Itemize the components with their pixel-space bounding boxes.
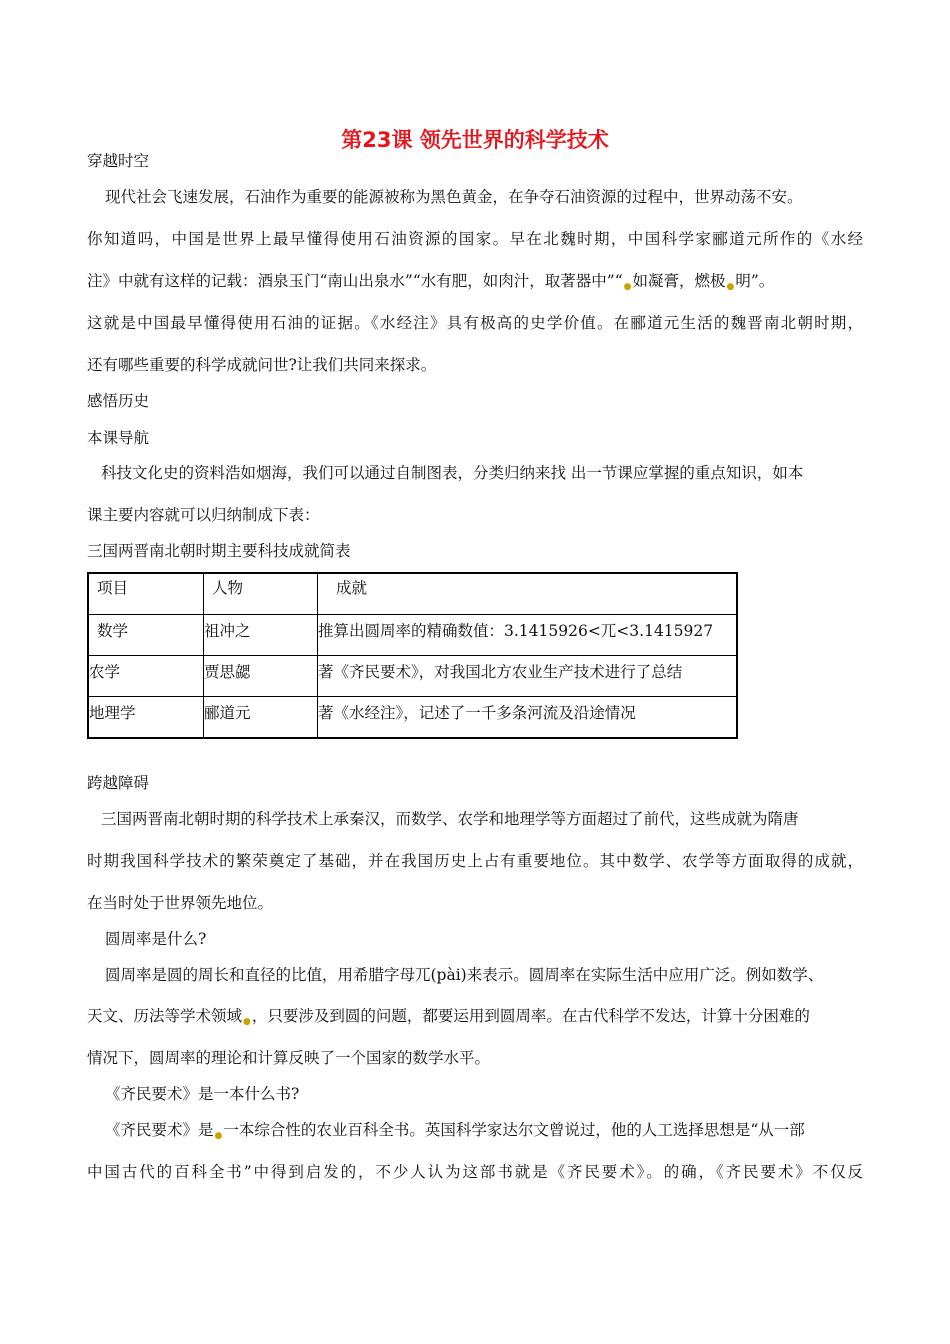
obstacle-line-2: 时期我国科学技术的繁荣奠定了基础，并在我国历史上占有重要地位。其中数学、农学等方面取得的成就， — [87, 852, 863, 870]
emphasis-dot: ● — [214, 1131, 223, 1141]
table-row — [88, 615, 737, 656]
table-row — [88, 697, 737, 739]
table-cell: 推算出圆周率的精确数值：3.1415926<兀<3.1415927 — [318, 615, 738, 656]
book-line-1 — [105, 1120, 805, 1143]
section-heading-insight: 感悟历史 — [87, 392, 150, 410]
obstacle-line-3: 在当时处于世界领先地位。 — [87, 894, 274, 912]
pi-line-3: 情况下，圆周率的理论和计算反映了一个国家的数学水平。 — [87, 1049, 491, 1067]
pi-line-2-b: ，只要涉及到圆的问题，都要运用到圆周率。在古代科学不发达，计算十分困难的 — [251, 1007, 810, 1025]
intro-line-4: 这就是中国最早懂得使用石油的证据。《水经注》具有极高的史学价值。在郦道元生活的魏晋南北朝时期， — [87, 314, 863, 332]
table-cell: 著《水经注》，记述了一千多条河流及沿途情况 — [318, 697, 738, 739]
pi-question: 圆周率是什么? — [105, 930, 207, 948]
table-cell: 农学 — [88, 656, 204, 697]
nav-line-2: 课主要内容就可以归纳制成下表： — [87, 506, 320, 524]
book-question: 《齐民要术》是一本什么书? — [105, 1085, 300, 1103]
table-cell: 郦道元 — [204, 697, 318, 739]
table-cell: 贾思勰 — [204, 656, 318, 697]
emphasis-dot: ● — [726, 282, 735, 292]
table-cell: 著《齐民要术》，对我国北方农业生产技术进行了总结 — [318, 656, 738, 697]
section-heading-time-travel: 穿越时空 — [87, 152, 150, 170]
emphasis-dot: ● — [623, 282, 632, 292]
table-cell: 祖冲之 — [204, 615, 318, 656]
table-cell: 地理学 — [88, 697, 204, 739]
intro-line-2: 你知道吗，中国是世界上最早懂得使用石油资源的国家。早在北魏时期，中国科学家郦道元所作的《水经 — [87, 230, 863, 248]
obstacle-line-1: 三国两晋南北朝时期的科学技术上承秦汉，而数学、农学和地理学等方面超过了前代，这些成就为隋唐 — [101, 810, 799, 828]
intro-line-3-a: 注》中就有这样的记载：酒泉玉门“南山出泉水”“水有肥，如肉汁，取著器中”“ — [87, 272, 623, 290]
section-heading-obstacles: 跨越障碍 — [87, 774, 150, 792]
intro-line-5: 还有哪些重要的科学成就问世?让我们共同来探求。 — [87, 356, 437, 374]
table-header-row — [88, 573, 737, 615]
book-line-2: 中国古代的百科全书”中得到启发的，不少人认为这部书就是《齐民要术》。的确，《齐民要术》不仅反 — [87, 1163, 863, 1181]
header-cell: 人物 — [204, 573, 318, 615]
page-title: 第23课 领先世界的科学技术 — [341, 128, 609, 152]
table-cell: 数学 — [88, 615, 204, 656]
pi-line-2 — [87, 1006, 810, 1029]
book-line-1-b: 一本综合性的农业百科全书。英国科学家达尔文曾说过，他的人工选择思想是“从一部 — [223, 1121, 805, 1139]
intro-line-3-b: 如凝膏，燃极 — [632, 272, 726, 290]
book-line-1-a: 《齐民要术》是 — [105, 1121, 214, 1139]
table-row — [88, 656, 737, 697]
intro-line-3 — [87, 271, 774, 294]
achievements-table — [87, 572, 738, 739]
nav-line-1: 科技文化史的资料浩如烟海，我们可以通过自制图表，分类归纳来找 出一节课应掌握的重点知识，如本 — [101, 464, 804, 482]
intro-line-3-c: 明”。 — [735, 272, 775, 290]
emphasis-dot: ● — [243, 1017, 251, 1027]
pi-line-2-a: 天文、历法等学术领域 — [87, 1007, 243, 1025]
header-cell: 项目 — [88, 573, 204, 615]
table-caption: 三国两晋南北朝时期主要科技成就简表 — [87, 542, 351, 560]
section-heading-navigation: 本课导航 — [87, 429, 150, 447]
pi-line-1: 圆周率是圆的周长和直径的比值，用希腊字母兀(pài)来表示。圆周率在实际生活中应用广泛。例如数学、 — [105, 966, 824, 984]
header-cell: 成就 — [318, 573, 738, 615]
intro-line-1: 现代社会飞速发展，石油作为重要的能源被称为黑色黄金，在争夺石油资源的过程中，世界动荡不安。 — [105, 188, 803, 206]
